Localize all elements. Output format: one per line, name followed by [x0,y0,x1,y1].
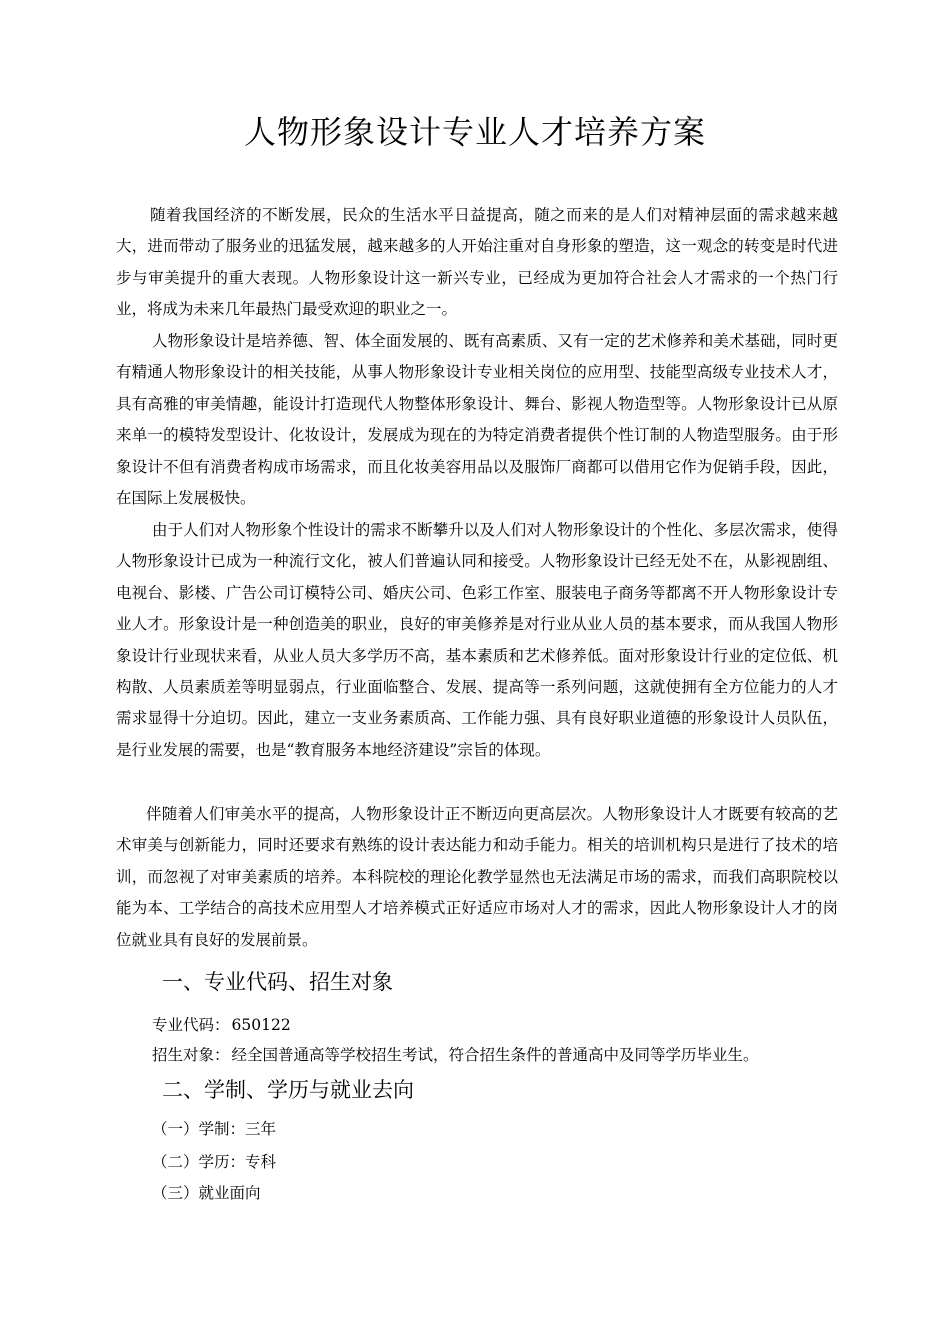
major-code-label: 专业代码： [152,1016,230,1034]
page-title: 人物形象设计专业人才培养方案 [243,113,706,151]
major-code-value: 650122 [231,1016,291,1034]
subitem-employment: （三）就业面向 [152,1184,261,1202]
enrollment-target-label: 招生对象： [152,1046,230,1064]
section-heading-enrollment: 一、专业代码、招生对象 [162,970,393,994]
intro-paragraph-4: 伴随着人们审美水平的提高，人物形象设计正不断迈向更高层次。人物形象设计人才既要有较高的艺术审美与创新能力，同时还要求有熟练的设计表达能力和动手能力。相关的培训机构只是进行了技术的培训，而忽视了对审美素质的培养。本科院校的理论化教学显然也无法满足市场的需求，而我们高职院校以能为本、工学结合的高技术应用型人才培养模式正好适应市场对人才的需求，因此人物形象设计人才的岗位就业具有良好的发展前景。 [116,805,838,949]
major-code-line [152,1010,291,1040]
subitem-degree: （二）学历：专科 [152,1153,277,1171]
subitem-duration: （一）学制：三年 [152,1120,277,1138]
section-heading-duration: 二、学制、学历与就业去向 [162,1078,414,1102]
enrollment-target-line [152,1040,759,1070]
intro-paragraph-2: 人物形象设计是培养德、智、体全面发展的、既有高素质、又有一定的艺术修养和美术基础，同时更有精通人物形象设计的相关技能，从事人物形象设计专业相关岗位的应用型、技能型高级专业技术人才，具有高雅的审美情趣，能设计打造现代人物整体形象设计、舞台、影视人物造型等。人物形象设计已从原来单一的模特发型设计、化妆设计，发展成为现在的为特定消费者提供个性订制的人物造型服务。由于形象设计不但有消费者构成市场需求，而且化妆美容用品以及服饰厂商都可以借用它作为促销手段，因此，在国际上发展极快。 [116,332,838,508]
intro-paragraph-3: 由于人们对人物形象个性设计的需求不断攀升以及人们对人物形象设计的个性化、多层次需求，使得人物形象设计已成为一种流行文化，被人们普遍认同和接受。人物形象设计已经无处不在，从影视剧组、电视台、影楼、广告公司订模特公司、婚庆公司、色彩工作室、服装电子商务等都离不开人物形象设计专业人才。形象设计是一种创造美的职业，良好的审美修养是对行业从业人员的基本要求，而从我国人物形象设计行业现状来看，从业人员大多学历不高，基本素质和艺术修养低。面对形象设计行业的定位低、机构散、人员素质差等明显弱点，行业面临整合、发展、提高等一系列问题，这就使拥有全方位能力的人才需求显得十分迫切。因此，建立一支业务素质高、工作能力强、具有良好职业道德的形象设计人员队伍，是行业发展的需要，也是“教育服务本地经济建设”宗旨的体现。 [116,521,838,759]
enrollment-target-value: 经全国普通高等学校招生考试，符合招生条件的普通高中及同等学历毕业生。 [231,1046,759,1064]
intro-paragraph-1: 随着我国经济的不断发展，民众的生活水平日益提高，随之而来的是人们对精神层面的需求越来越大，进而带动了服务业的迅猛发展，越来越多的人开始注重对自身形象的塑造，这一观念的转变是时代进步与审美提升的重大表现。人物形象设计这一新兴专业，已经成为更加符合社会人才需求的一个热门行业，将成为未来几年最热门最受欢迎的职业之一。 [116,206,838,319]
